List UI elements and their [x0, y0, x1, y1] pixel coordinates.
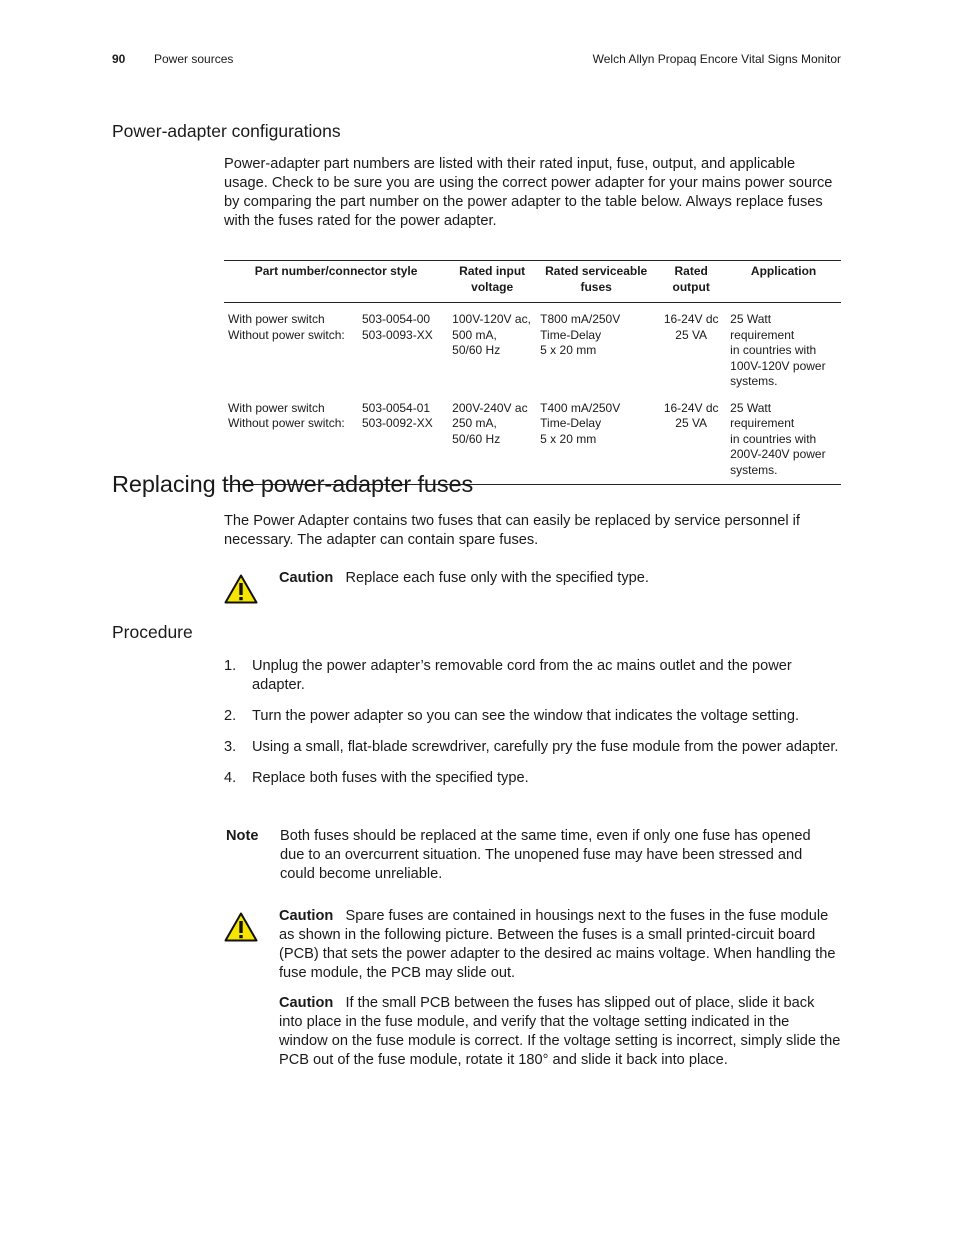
caution-text: Replace each fuse only with the specified type.: [345, 570, 649, 586]
procedure-steps: [224, 657, 844, 800]
step-number: 3.: [224, 739, 237, 755]
step-text: Using a small, flat-blade screwdriver, carefully pry the fuse module from the power adapter.: [252, 739, 839, 755]
output-cell: 16-24V dc 25 VA: [663, 400, 719, 430]
application-cell: 25 Watt requirement in countries with 200V-240V power systems.: [730, 400, 826, 477]
part-number-cell: 503-0054-00 503-0093-XX: [362, 312, 433, 342]
caution-pcb-slipped: [279, 994, 841, 1070]
connector-cell: With power switch Without power switch:: [228, 312, 345, 342]
step-number: 4.: [224, 770, 237, 786]
power-adapter-table: [224, 260, 841, 485]
step-number: 2.: [224, 708, 237, 724]
caution-text: Spare fuses are contained in housings next to the fuses in the fuse module as shown in the following picture. Between the fuses is a small printed-circuit board (PCB) that sets the power adapter to the desired ac mains voltage. When handling the fuse module, the PCB may slide out.: [279, 908, 836, 981]
output-cell: 16-24V dc 25 VA: [663, 312, 719, 342]
caution-warning-icon: [224, 912, 258, 942]
step-text: Turn the power adapter so you can see the window that indicates the voltage setting.: [252, 708, 800, 724]
header-fuses: Rated serviceable fuses: [545, 264, 648, 294]
input-cell: 200V-240V ac 250 mA, 50/60 Hz: [452, 400, 528, 446]
section-heading-configurations: Power-adapter configurations: [112, 121, 341, 141]
caution-text: If the small PCB between the fuses has slipped out of place, slide it back into place in the fuse module, and verify that the voltage setting indicated in the window on the fuse module is correct. If the voltage setting is incorrect, simply slide the PCB out of the fuse module, rotate it 180° and slide it back into place.: [279, 995, 841, 1068]
caution-label: Caution: [279, 570, 334, 586]
header-rated-output: Rated output: [672, 264, 710, 294]
step-text: Replace both fuses with the specified type.: [252, 770, 529, 786]
application-cell: 25 Watt requirement in countries with 100V-120V power systems.: [730, 312, 826, 388]
fuse-cell: T800 mA/250V Time-Delay 5 x 20 mm: [540, 312, 621, 357]
page-header: [112, 52, 841, 70]
part-number-cell: 503-0054-01 503-0092-XX: [362, 400, 433, 430]
header-application: Application: [750, 264, 817, 278]
table-row: [224, 303, 841, 392]
section-heading-replacing: Replacing the power-adapter fuses: [112, 471, 474, 497]
caution-spare-fuses: [279, 907, 841, 983]
table-header-row: [224, 261, 841, 303]
input-cell: 100V-120V ac, 500 mA, 50/60 Hz: [452, 312, 531, 357]
connector-cell: With power switch Without power switch:: [228, 400, 345, 430]
configurations-intro: Power-adapter part numbers are listed with their rated input, fuse, output, and applicable usage. Check to be sure you are using the correct power adapter for your mains power source by comparing the part number on the power adapter to the table below. Always replace fuses with the fuses rated for the power adapter.: [224, 156, 833, 229]
fuse-cell: T400 mA/250V Time-Delay 5 x 20 mm: [540, 400, 621, 446]
section-name: Power sources: [154, 52, 234, 66]
step-number: 1.: [224, 658, 237, 674]
step-text: Unplug the power adapter’s removable cord from the ac mains outlet and the power adapter.: [252, 658, 792, 693]
list-item: [224, 707, 844, 726]
caution-replace-fuse: [279, 569, 841, 588]
caution-warning-icon: [224, 574, 258, 604]
page-number: 90: [112, 52, 126, 66]
caution-label: Caution: [279, 995, 334, 1011]
header-rated-input: Rated input voltage: [459, 264, 526, 294]
list-item: [224, 769, 844, 788]
document-title: Welch Allyn Propaq Encore Vital Signs Monitor: [592, 52, 841, 66]
header-part-number: Part number/connector style: [254, 264, 418, 278]
note-label: Note: [226, 828, 259, 844]
list-item: [224, 657, 844, 695]
section-heading-procedure: Procedure: [112, 622, 193, 642]
caution-label: Caution: [279, 908, 334, 924]
list-item: [224, 738, 844, 757]
replacing-intro: The Power Adapter contains two fuses that can easily be replaced by service personnel if necessary. The adapter can contain spare fuses.: [224, 513, 800, 548]
note-text: Both fuses should be replaced at the same time, even if only one fuse has opened due to an overcurrent situation. The unopened fuse may have been stressed and could become unreliable.: [280, 828, 811, 882]
note-block: [226, 827, 846, 884]
